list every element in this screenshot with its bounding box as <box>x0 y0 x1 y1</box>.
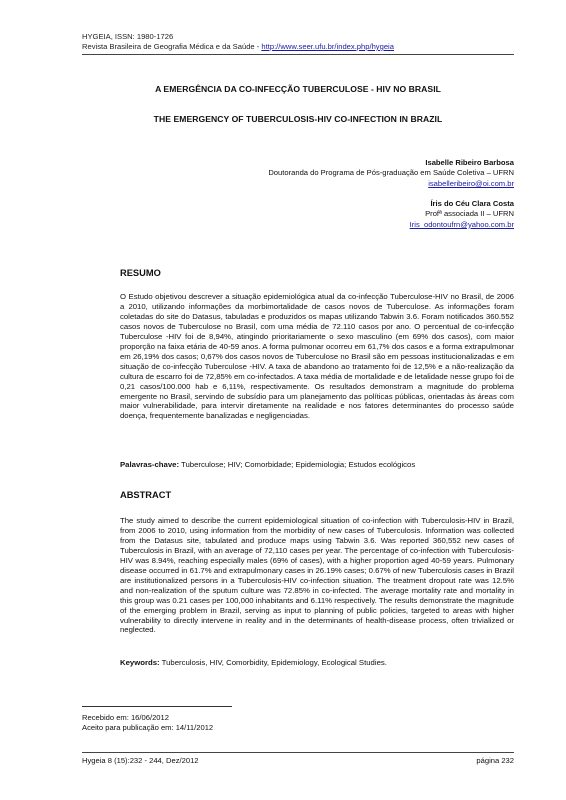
abstract-keywords <box>120 658 514 668</box>
keywords-label: Keywords: <box>120 658 160 667</box>
title-english: THE EMERGENCY OF TUBERCULOSIS-HIV CO-INFECTION IN BRAZIL <box>153 114 443 124</box>
author-block-1 <box>268 158 514 189</box>
resumo-heading: RESUMO <box>120 268 161 278</box>
author-name: Íris do Céu Clara Costa <box>430 199 514 208</box>
author-name: Isabelle Ribeiro Barbosa <box>425 158 514 167</box>
journal-full-name: Revista Brasileira de Geografia Médica e da Saúde - <box>82 42 262 51</box>
footer-citation: Hygeia 8 (15):232 - 244, Dez/2012 <box>82 756 199 765</box>
keywords-list: Tuberculose; HIV; Comorbidade; Epidemiologia; Estudos ecológicos <box>179 460 416 469</box>
author-affiliation: Doutoranda do Programa de Pós-graduação em Saúde Coletiva – UFRN <box>268 168 514 178</box>
abstract-text: The study aimed to describe the current epidemiological situation of co-infection with Tuberculosis-HIV in Brazil, from 2006 to 2010, using information from the morbidity of new cases of Tuberculosis. Information was collected from the Datasus site, tabulated and produce maps using Tabwin 3.6. Was reported 360,552 new cases of Tuberculosis in Brazil, with an average of 72,110 cases per year. The percentage of co-infection with Tuberculosis-HIV was 8.94%, reaching especially males (69% of cases), with a higher proportion aged 40-59 years. Pulmonary disease occurred in 61.7% and extrapulmonary cases in 26.19% cases; 0.67% of new Tuberculosis cases in Brazil are institutionalized persons in a Tuberculosis-HIV co-infection situation. The treatment dropout rate was 12.5% and non-realization of the sputum culture was 72.85% in co-infected. The average mortality rate and mortality in this group was 0.21 cases per 100,000 inhabitants and 6.11% respectively. The results demonstrate the magnitude of the emerging problem in Brazil, serving as input to planning of public policies, targeted to areas with higher vulnerability to directly intervene in reality and in the determinants of health-disease process, often trivialized or neglected. <box>120 516 514 635</box>
keywords-label: Palavras-chave: <box>120 460 180 469</box>
footnote <box>82 713 213 734</box>
footer-divider <box>82 752 514 753</box>
author-block-2 <box>410 199 514 230</box>
received-date: Recebido em: 16/06/2012 <box>82 713 169 722</box>
author-email-link[interactable]: isabelleribeiro@oi.com.br <box>428 178 514 188</box>
accepted-date: Aceito para publicação em: 14/11/2012 <box>82 723 214 733</box>
journal-link[interactable]: http://www.seer.ufu.br/index.php/hygeia <box>261 42 394 51</box>
journal-issn: HYGEIA, ISSN: 1980-1726 <box>82 32 174 41</box>
resumo-keywords <box>120 460 514 470</box>
author-email-link[interactable]: Iris_odontoufrn@yahoo.com.br <box>409 219 514 229</box>
author-affiliation: Profª associada II – UFRN <box>425 209 514 219</box>
footnote-divider <box>82 706 232 707</box>
header-divider <box>82 54 514 55</box>
journal-subtitle <box>82 42 394 52</box>
title-portuguese: A EMERGÊNCIA DA CO-INFECÇÃO TUBERCULOSE - HIV NO BRASIL <box>155 84 441 94</box>
page-number: página 232 <box>476 756 514 765</box>
journal-header <box>82 32 394 52</box>
keywords-list: Tuberculosis, HIV, Comorbidity, Epidemiology, Ecological Studies. <box>159 658 387 667</box>
resumo-text: O Estudo objetivou descrever a situação epidemiológica atual da co-infecção Tuberculose-HIV no Brasil, de 2006 a 2010, utilizando informações da morbimortalidade de casos novos de Tuberculose. As informações foram coletadas do site do Datasus, tabuladas e produzidos os mapas utilizando Tabwin 3.6. Foram notificados 360.552 casos novos de Tuberculose no Brasil, com uma média de 72.110 casos por ano. O percentual de co-infecção Tuberculose -HIV foi de 8,94%, atingindo prioritariamente o sexo masculino (em 69% dos casos), com maior proporção na faixa etária de 40-59 anos. A forma pulmonar ocorreu em 61,7% dos casos e a forma extrapulmonar em 26,19% dos casos; 0,67% dos casos novos de Tuberculose no Brasil são em pessoas institucionalizadas e em situação de co-infecção Tuberculose -HIV. A taxa de abandono ao tratamento foi de 12,5% e a não-realização da cultura de escarro foi de 72,85% em co-infectados. A taxa média de mortalidade e de letalidade nesse grupo foi de 0,21 casos/100.000 hab e 6,11%, respectivamente. Os resultados demonstram a magnitude do problema emergente no Brasil, servindo de subsídio para um planejamento das políticas públicas, orientadas às áreas com maior vulnerabilidade, para intervir diretamente na realidade e nos fatores determinantes do processo saúde doença, frequentemente banalizadas e negligenciadas. <box>120 292 514 421</box>
abstract-heading: ABSTRACT <box>120 490 172 500</box>
